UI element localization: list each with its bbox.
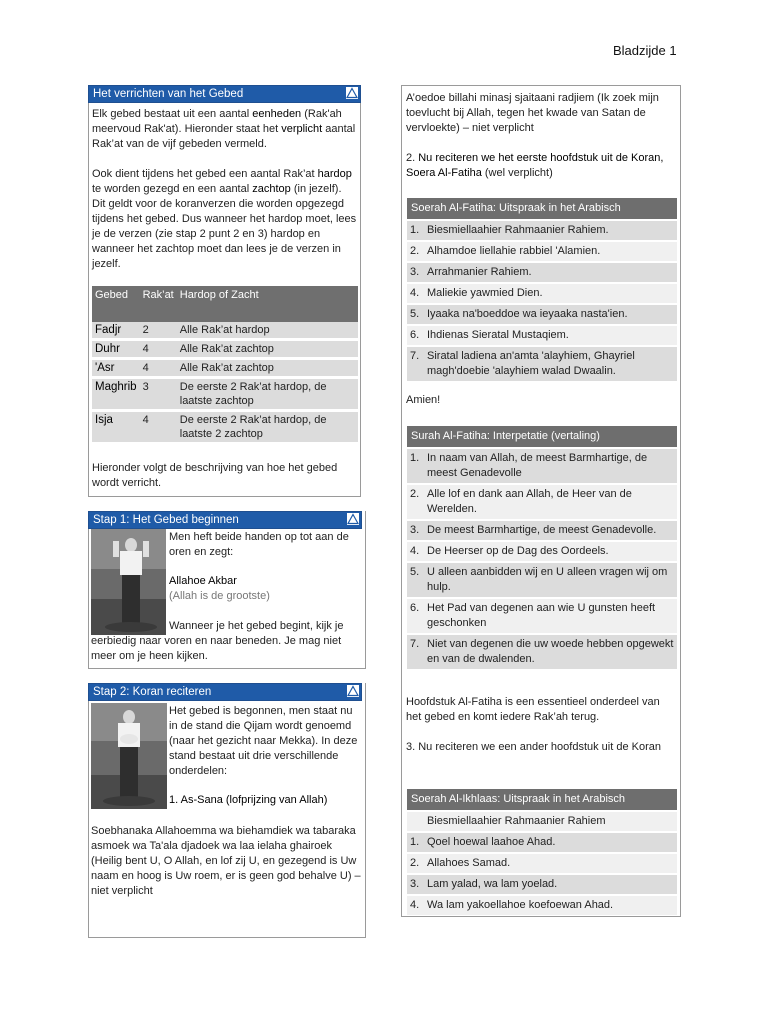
step2-point-3: 3. Nu reciteren we een ander hoofdstuk uit de Koran xyxy=(406,741,661,753)
table-cell-count: 4 xyxy=(140,411,177,444)
list-item: 4. Maliekie yawmied Dien. xyxy=(407,284,677,303)
list-item: 2. Alle lof en dank aan Allah, de Heer van de Werelden. xyxy=(407,485,677,519)
table-cell-name: Fadjr xyxy=(92,322,140,340)
aoedoe-paragraph: A’oedoe billahi minasj sjaitaani radjiem (Ik zoek mijn toevlucht bij Allah, tegen het kwade van Satan de vervloekte) – niet verplicht xyxy=(406,92,659,134)
list-item: 5. U alleen aanbidden wij en U alleen vragen wij om hulp. xyxy=(407,563,677,597)
step1-box xyxy=(88,511,366,669)
intro-header xyxy=(88,85,361,103)
fatiha-arabic-title: Soerah Al-Fatiha: Uitspraak in het Arabisch xyxy=(407,198,677,219)
step2-paragraph-2: Soebhanaka Allahoemma wa biehamdiek wa tabaraka asmoek wa Ta'ala djadoek wa laa ielaha ghairoek (Heilig bent U, O Allah, en lof zij U, en gezegend is Uw naam en hoog is Uw roem, er is geen god behalve U) – niet verplicht xyxy=(91,825,361,897)
step2-paragraph-1: Het gebed is begonnen, men staat nu in de stand die Qijam wordt genoemd (naar het gezicht naar Mekka). In deze stand bestaat uit drie verschillende onderdelen: xyxy=(169,705,358,777)
list-item: 2. Allahoes Samad. xyxy=(407,854,677,873)
list-item: 3. De meest Barmhartige, de meest Genadevolle. xyxy=(407,521,677,540)
step1-takbir-translation: (Allah is de grootste) xyxy=(169,590,270,602)
prayer-table xyxy=(92,286,358,445)
fatiha-essential-note: Hoofdstuk Al-Fatiha is een essentieel onderdeel van het gebed en komt iedere Rak’ah terug. xyxy=(406,696,660,723)
fatiha-translation-list xyxy=(407,426,677,669)
table-cell-name: Maghrib xyxy=(92,378,140,411)
table-cell-mode: Alle Rak’at hardop xyxy=(177,322,358,340)
amien-text: Amien! xyxy=(406,394,441,406)
table-header: Hardop of Zacht xyxy=(177,286,358,322)
step1-takbir: Allahoe Akbar xyxy=(169,575,237,587)
table-row xyxy=(92,411,358,444)
list-item: 7. Niet van degenen die uw woede hebben opgewekt en van de dwalenden. xyxy=(407,635,677,669)
intro-paragraph-2: Ook dient tijdens het gebed een aantal Rak’at hardop te worden gezegd en een aantal zachtop (in jezelf). Dit geldt voor de koranverzen die worden opgezegd tijdens het gebed. Dus wanneer het hardop moet, lees je de verzen (zie stap 2 punt 2 en 3) hardop en wanneer het zachtop moet dan lees je de verzen in jezelf. xyxy=(92,168,357,270)
collapse-triangle-icon[interactable] xyxy=(346,87,358,99)
list-item: 4. De Heerser op de Dag des Oordeels. xyxy=(407,542,677,561)
right-column-box xyxy=(401,85,681,917)
table-cell-mode: Alle Rak’at zachtop xyxy=(177,359,358,378)
fatiha-translation-title: Surah Al-Fatiha: Interpetatie (vertaling) xyxy=(407,426,677,447)
list-item: 3. Arrahmanier Rahiem. xyxy=(407,263,677,282)
page-number: Bladzijde 1 xyxy=(613,43,677,58)
table-cell-mode: De eerste 2 Rak’at hardop, de laatste zachtop xyxy=(177,378,358,411)
qijam-prayer-photo xyxy=(91,703,167,809)
table-row xyxy=(92,340,358,359)
table-row xyxy=(92,378,358,411)
step2-header xyxy=(88,683,362,701)
collapse-triangle-icon[interactable] xyxy=(347,685,359,697)
intro-paragraph-1: Elk gebed bestaat uit een aantal eenheden (Rak'ah meervoud Rak'at). Hieronder staat het verplicht aantal Rak’at van de vijf gebeden vermeld. xyxy=(92,108,356,150)
list-item: 4. Wa lam yakoellahoe koefoewan Ahad. xyxy=(407,896,677,915)
step1-header xyxy=(88,511,362,529)
list-item: 6. Ihdienas Sieratal Mustaqiem. xyxy=(407,326,677,345)
list-item: 7. Siratal ladiena an'amta 'alayhiem, Ghayriel magh'doebie 'alayhiem walad Dwaalin. xyxy=(407,347,677,381)
step2-box xyxy=(88,683,366,938)
list-item: 3. Lam yalad, wa lam yoelad. xyxy=(407,875,677,894)
table-cell-name: Duhr xyxy=(92,340,140,359)
step1-paragraph-1: Men heft beide handen op tot aan de oren en zegt: xyxy=(169,531,349,558)
list-item: 5. Iyaaka na'boeddoe wa ieyaaka nasta'ien. xyxy=(407,305,677,324)
list-item: Biesmiellaahier Rahmaanier Rahiem xyxy=(407,812,677,831)
table-cell-count: 4 xyxy=(140,359,177,378)
fatiha-arabic-list xyxy=(407,198,677,381)
table-cell-mode: De eerste 2 Rak’at hardop, de laatste 2 zachtop xyxy=(177,411,358,444)
list-item: 6. Het Pad van degenen aan wie U gunsten heeft geschonken xyxy=(407,599,677,633)
list-item: 2. Alhamdoe liellahie rabbiel 'Alamien. xyxy=(407,242,677,261)
step2-as-sana-heading: 1. As-Sana (lofprijzing van Allah) xyxy=(169,794,328,806)
table-row xyxy=(92,322,358,340)
ikhlaas-title: Soerah Al-Ikhlaas: Uitspraak in het Arabisch xyxy=(407,789,677,810)
table-row xyxy=(92,359,358,378)
table-cell-count: 3 xyxy=(140,378,177,411)
table-cell-name: 'Asr xyxy=(92,359,140,378)
step2-title: Stap 2: Koran reciteren xyxy=(93,686,212,698)
intro-outro: Hieronder volgt de beschrijving van hoe het gebed wordt verricht. xyxy=(92,462,338,489)
ikhlaas-arabic-list xyxy=(407,789,677,915)
table-header: Gebed xyxy=(92,286,140,322)
table-header: Rak’at xyxy=(140,286,177,322)
table-cell-name: Isja xyxy=(92,411,140,444)
list-item: 1. In naam van Allah, de meest Barmhartige, de meest Genadevolle xyxy=(407,449,677,483)
table-cell-mode: Alle Rak’at zachtop xyxy=(177,340,358,359)
intro-title: Het verrichten van het Gebed xyxy=(93,88,244,100)
step2-point-2: 2. Nu reciteren we het eerste hoofdstuk uit de Koran, Soera Al-Fatiha (wel verplicht) xyxy=(406,152,664,179)
list-item: 1. Biesmiellaahier Rahmaanier Rahiem. xyxy=(407,221,677,240)
intro-box xyxy=(88,85,361,497)
list-item: 1. Qoel hoewal laahoe Ahad. xyxy=(407,833,677,852)
step1-paragraph-2: Wanneer je het gebed begint, kijk je eerbiedig naar voren en naar beneden. Je mag niet meer om je heen kijken. xyxy=(91,620,344,662)
collapse-triangle-icon[interactable] xyxy=(347,513,359,525)
step1-title: Stap 1: Het Gebed beginnen xyxy=(93,514,239,526)
table-cell-count: 4 xyxy=(140,340,177,359)
table-cell-count: 2 xyxy=(140,322,177,340)
